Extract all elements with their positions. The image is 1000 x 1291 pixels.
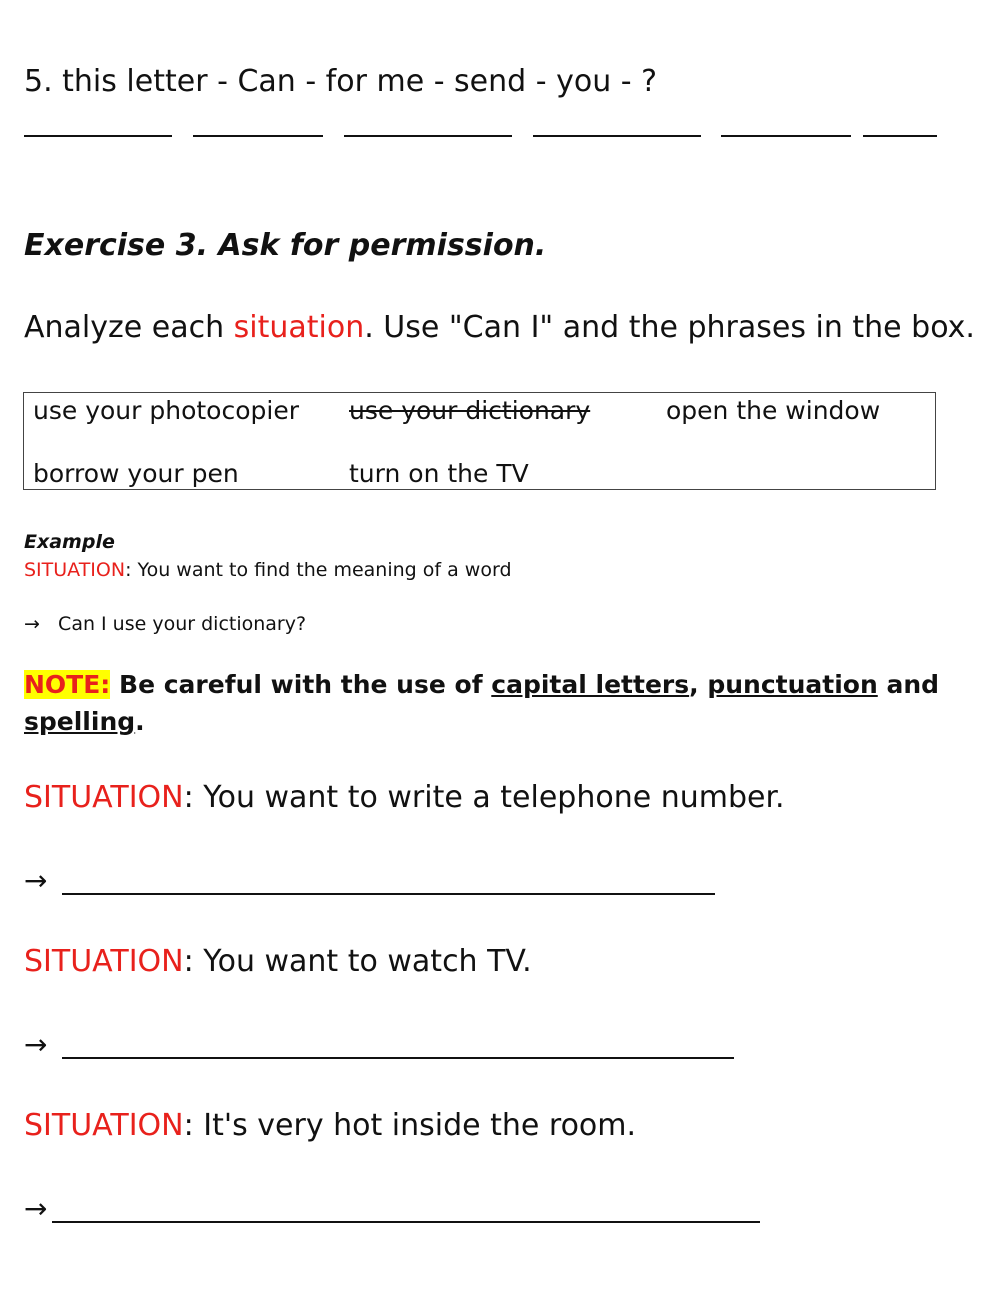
answer-line-1[interactable]	[62, 893, 715, 895]
example-situation	[24, 559, 512, 581]
exercise-title: Exercise 3. Ask for permission.	[24, 228, 547, 263]
example-answer	[24, 613, 306, 635]
phrase-item: turn on the TV	[349, 459, 529, 488]
instruction-suffix: . Use "Can I" and the phrases in the box.	[364, 310, 975, 345]
arrow-icon: →	[24, 1192, 48, 1225]
instruction-prefix: Analyze each	[24, 310, 234, 345]
note-label: NOTE:	[24, 670, 111, 699]
arrow-icon: →	[24, 613, 40, 635]
arrow-icon: →	[24, 864, 48, 897]
phrase-item: borrow your pen	[33, 459, 239, 488]
phrase-box	[23, 392, 936, 490]
situation-text: : You want to write a telephone number.	[183, 780, 785, 815]
situation-label: SITUATION	[24, 780, 184, 815]
answer-blank[interactable]	[863, 135, 937, 137]
note	[24, 666, 984, 740]
note-separator: ,	[689, 670, 708, 699]
situation-label: SITUATION	[24, 559, 126, 581]
exercise-instruction	[24, 310, 975, 345]
situation-1	[24, 780, 785, 815]
note-punctuation: punctuation	[707, 670, 878, 699]
situation-label: SITUATION	[24, 944, 184, 979]
arrow-icon: →	[24, 1028, 48, 1061]
answer-blank[interactable]	[533, 135, 701, 137]
situation-text: : You want to find the meaning of a word	[125, 559, 512, 581]
phrase-item: use your photocopier	[33, 396, 299, 425]
situation-3	[24, 1108, 636, 1143]
phrase-item-struck: use your dictionary	[349, 396, 591, 425]
answer-blank[interactable]	[721, 135, 851, 137]
note-spelling: spelling	[24, 707, 136, 736]
situation-label: SITUATION	[24, 1108, 184, 1143]
situation-text: : You want to watch TV.	[183, 944, 532, 979]
answer-line-3[interactable]	[52, 1221, 760, 1223]
example-answer-text: Can I use your dictionary?	[58, 613, 307, 635]
answer-line-2[interactable]	[62, 1057, 734, 1059]
example-label: Example	[24, 531, 115, 553]
situation-2	[24, 944, 532, 979]
situation-text: : It's very hot inside the room.	[183, 1108, 637, 1143]
note-capital-letters: capital letters	[491, 670, 690, 699]
instruction-highlight: situation	[233, 310, 365, 345]
note-end: .	[135, 707, 145, 736]
note-text: and	[877, 670, 940, 699]
answer-blank[interactable]	[344, 135, 512, 137]
note-text: Be careful with the use of	[110, 670, 492, 699]
answer-blank[interactable]	[24, 135, 172, 137]
answer-blank[interactable]	[193, 135, 323, 137]
question-5-text: 5. this letter - Can - for me - send - you - ?	[24, 64, 658, 99]
phrase-item: open the window	[666, 396, 881, 425]
